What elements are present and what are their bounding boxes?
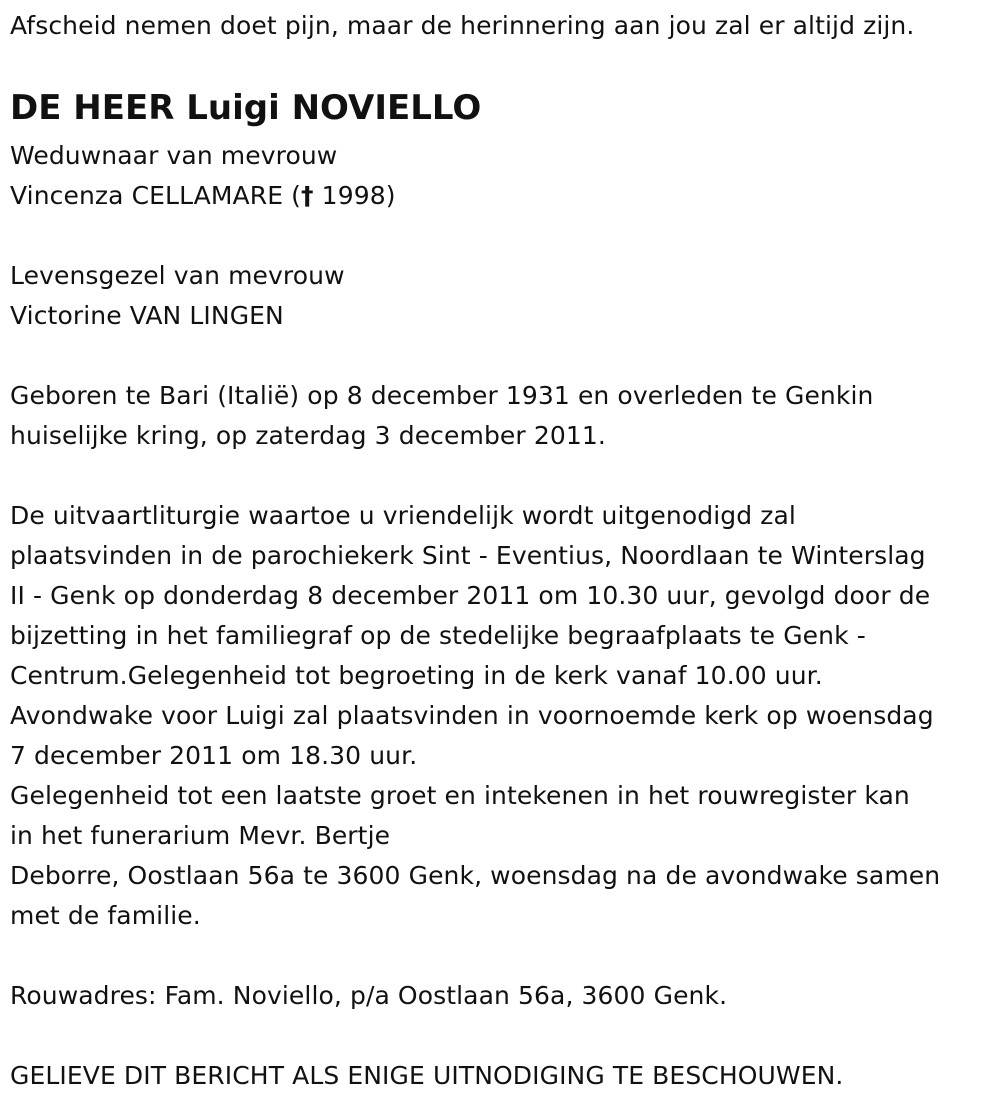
mourning-address: Rouwadres: Fam. Noviello, p/a Oostlaan 56a, 3600 Genk. [10, 981, 728, 1010]
spacer [10, 456, 990, 496]
cross-icon: † [301, 181, 314, 210]
funeral-line: Avondwake voor Luigi zal plaatsvinden in voornoemde kerk op woensdag [10, 701, 934, 730]
spouse-death-year: 1998) [313, 181, 396, 210]
spouse-line [10, 176, 990, 216]
funeral-line: Gelegenheid tot een laatste groet en intekenen in het rouwregister kan [10, 781, 910, 810]
partner-line: Levensgezel van mevrouw [10, 261, 345, 290]
motto-text: Afscheid nemen doet pijn, maar de herinnering aan jou zal er altijd zijn. [10, 11, 915, 40]
funeral-paragraph [10, 496, 990, 936]
funeral-line: bijzetting in het familiegraf op de stedelijke begraafplaats te Genk - [10, 621, 866, 650]
funeral-line: met de familie. [10, 901, 201, 930]
funeral-line: De uitvaartliturgie waartoe u vriendelijk wordt uitgenodigd zal [10, 501, 796, 530]
widower-line: Weduwnaar van mevrouw [10, 141, 338, 170]
funeral-line: plaatsvinden in de parochiekerk Sint - Eventius, Noordlaan te Winterslag [10, 541, 926, 570]
birth-death-line-2: huiselijke kring, op zaterdag 3 december 2011. [10, 421, 606, 450]
partner-name: Victorine VAN LINGEN [10, 301, 284, 330]
spacer [10, 936, 990, 976]
birth-death-line-1: Geboren te Bari (Italië) op 8 december 1931 en overleden te Genkin [10, 381, 874, 410]
spacer [10, 1016, 990, 1056]
funeral-line: Deborre, Oostlaan 56a te 3600 Genk, woensdag na de avondwake samen [10, 861, 941, 890]
spacer [10, 216, 990, 256]
funeral-line: in het funerarium Mevr. Bertje [10, 821, 391, 850]
closing-notice: GELIEVE DIT BERICHT ALS ENIGE UITNODIGING TE BESCHOUWEN. [10, 1061, 844, 1090]
funeral-line: Centrum.Gelegenheid tot begroeting in de kerk vanaf 10.00 uur. [10, 661, 823, 690]
death-notice [10, 6, 990, 1096]
funeral-line: II - Genk op donderdag 8 december 2011 om 10.30 uur, gevolgd door de [10, 581, 931, 610]
spouse-name: Vincenza CELLAMARE ( [10, 181, 302, 210]
spacer [10, 336, 990, 376]
deceased-name: DE HEER Luigi NOVIELLO [10, 88, 482, 128]
funeral-line: 7 december 2011 om 18.30 uur. [10, 741, 418, 770]
